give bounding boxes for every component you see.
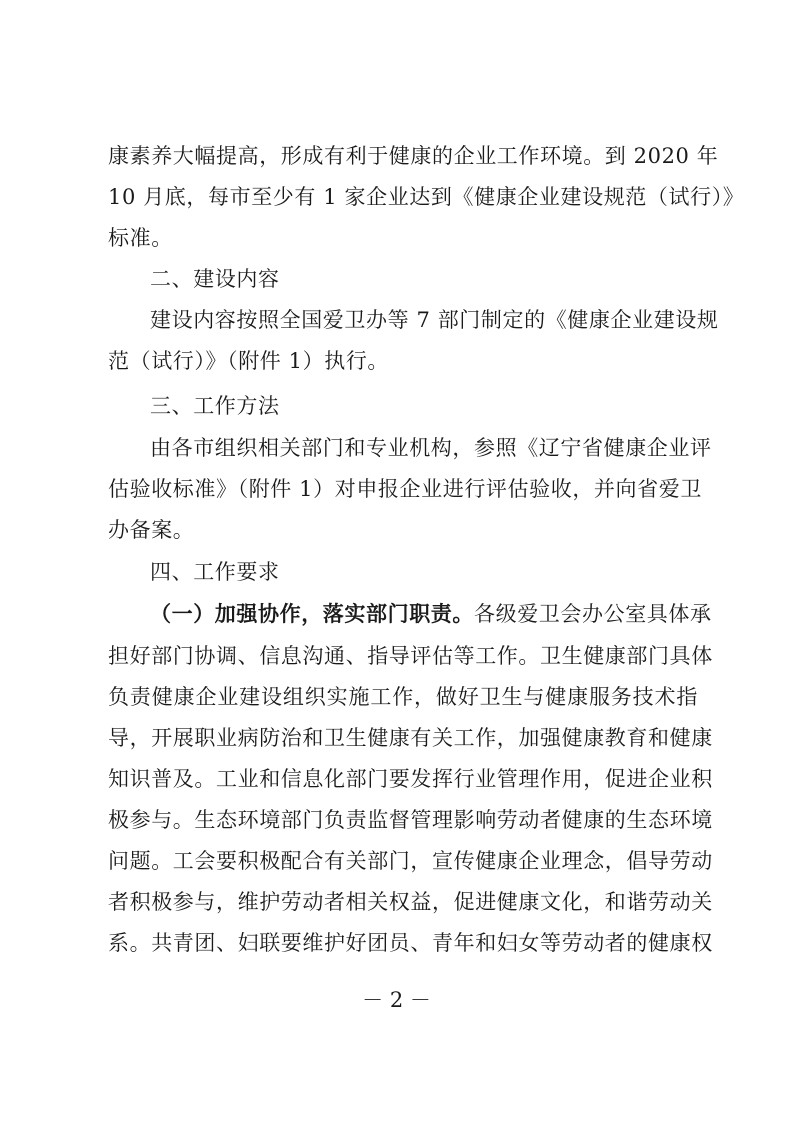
body-text-line: 导，开展职业病防治和卫生健康有关工作，加强健康教育和健康 (108, 726, 713, 750)
body-text-line: 者积极参与，维护劳动者相关权益，促进健康文化，和谐劳动关 (108, 890, 713, 914)
body-text-line: 知识普及。工业和信息化部门要发挥行业管理作用，促进企业积 (108, 767, 713, 791)
body-text-line: 负责健康企业建设组织实施工作，做好卫生与健康服务技术指 (108, 685, 698, 709)
body-text-line: 康素养大幅提高，形成有利于健康的企业工作环境。到 2020 年 (108, 144, 719, 168)
body-text-line: 建设内容按照全国爱卫办等 7 部门制定的《健康企业建设规 (150, 308, 719, 332)
body-text-line: 问题。工会要积极配合有关部门，宣传健康企业理念，倡导劳动 (108, 849, 713, 873)
page-number: － 2 － (362, 988, 431, 1012)
subsection-title: （一）加强协作，落实部门职责。 (150, 601, 474, 626)
section-heading: 三、工作方法 (150, 394, 280, 418)
body-text-line: 范（试行）》（附件 1）执行。 (108, 349, 390, 373)
body-text-line: 办备案。 (108, 518, 195, 542)
body-text-line: 标准。 (108, 226, 173, 250)
body-text-line (150, 594, 712, 634)
body-text-line: 10 月底，每市至少有 1 家企业达到《健康企业建设规范（试行）》 (108, 185, 745, 209)
body-text-line: 估验收标准》（附件 1）对申报企业进行评估验收，并向省爱卫 (108, 477, 702, 501)
subsection-text: 各级爱卫会办公室具体承 (474, 602, 712, 626)
section-heading: 二、建设内容 (150, 267, 280, 291)
body-text-line: 系。共青团、妇联要维护好团员、青年和妇女等劳动者的健康权 (108, 931, 713, 955)
body-text-line: 由各市组织相关部门和专业机构，参照《辽宁省健康企业评 (150, 436, 712, 460)
body-text-line: 极参与。生态环境部门负责监督管理影响劳动者健康的生态环境 (108, 808, 713, 832)
body-text-line: 担好部门协调、信息沟通、指导评估等工作。卫生健康部门具体 (108, 644, 713, 668)
section-heading: 四、工作要求 (150, 560, 280, 584)
